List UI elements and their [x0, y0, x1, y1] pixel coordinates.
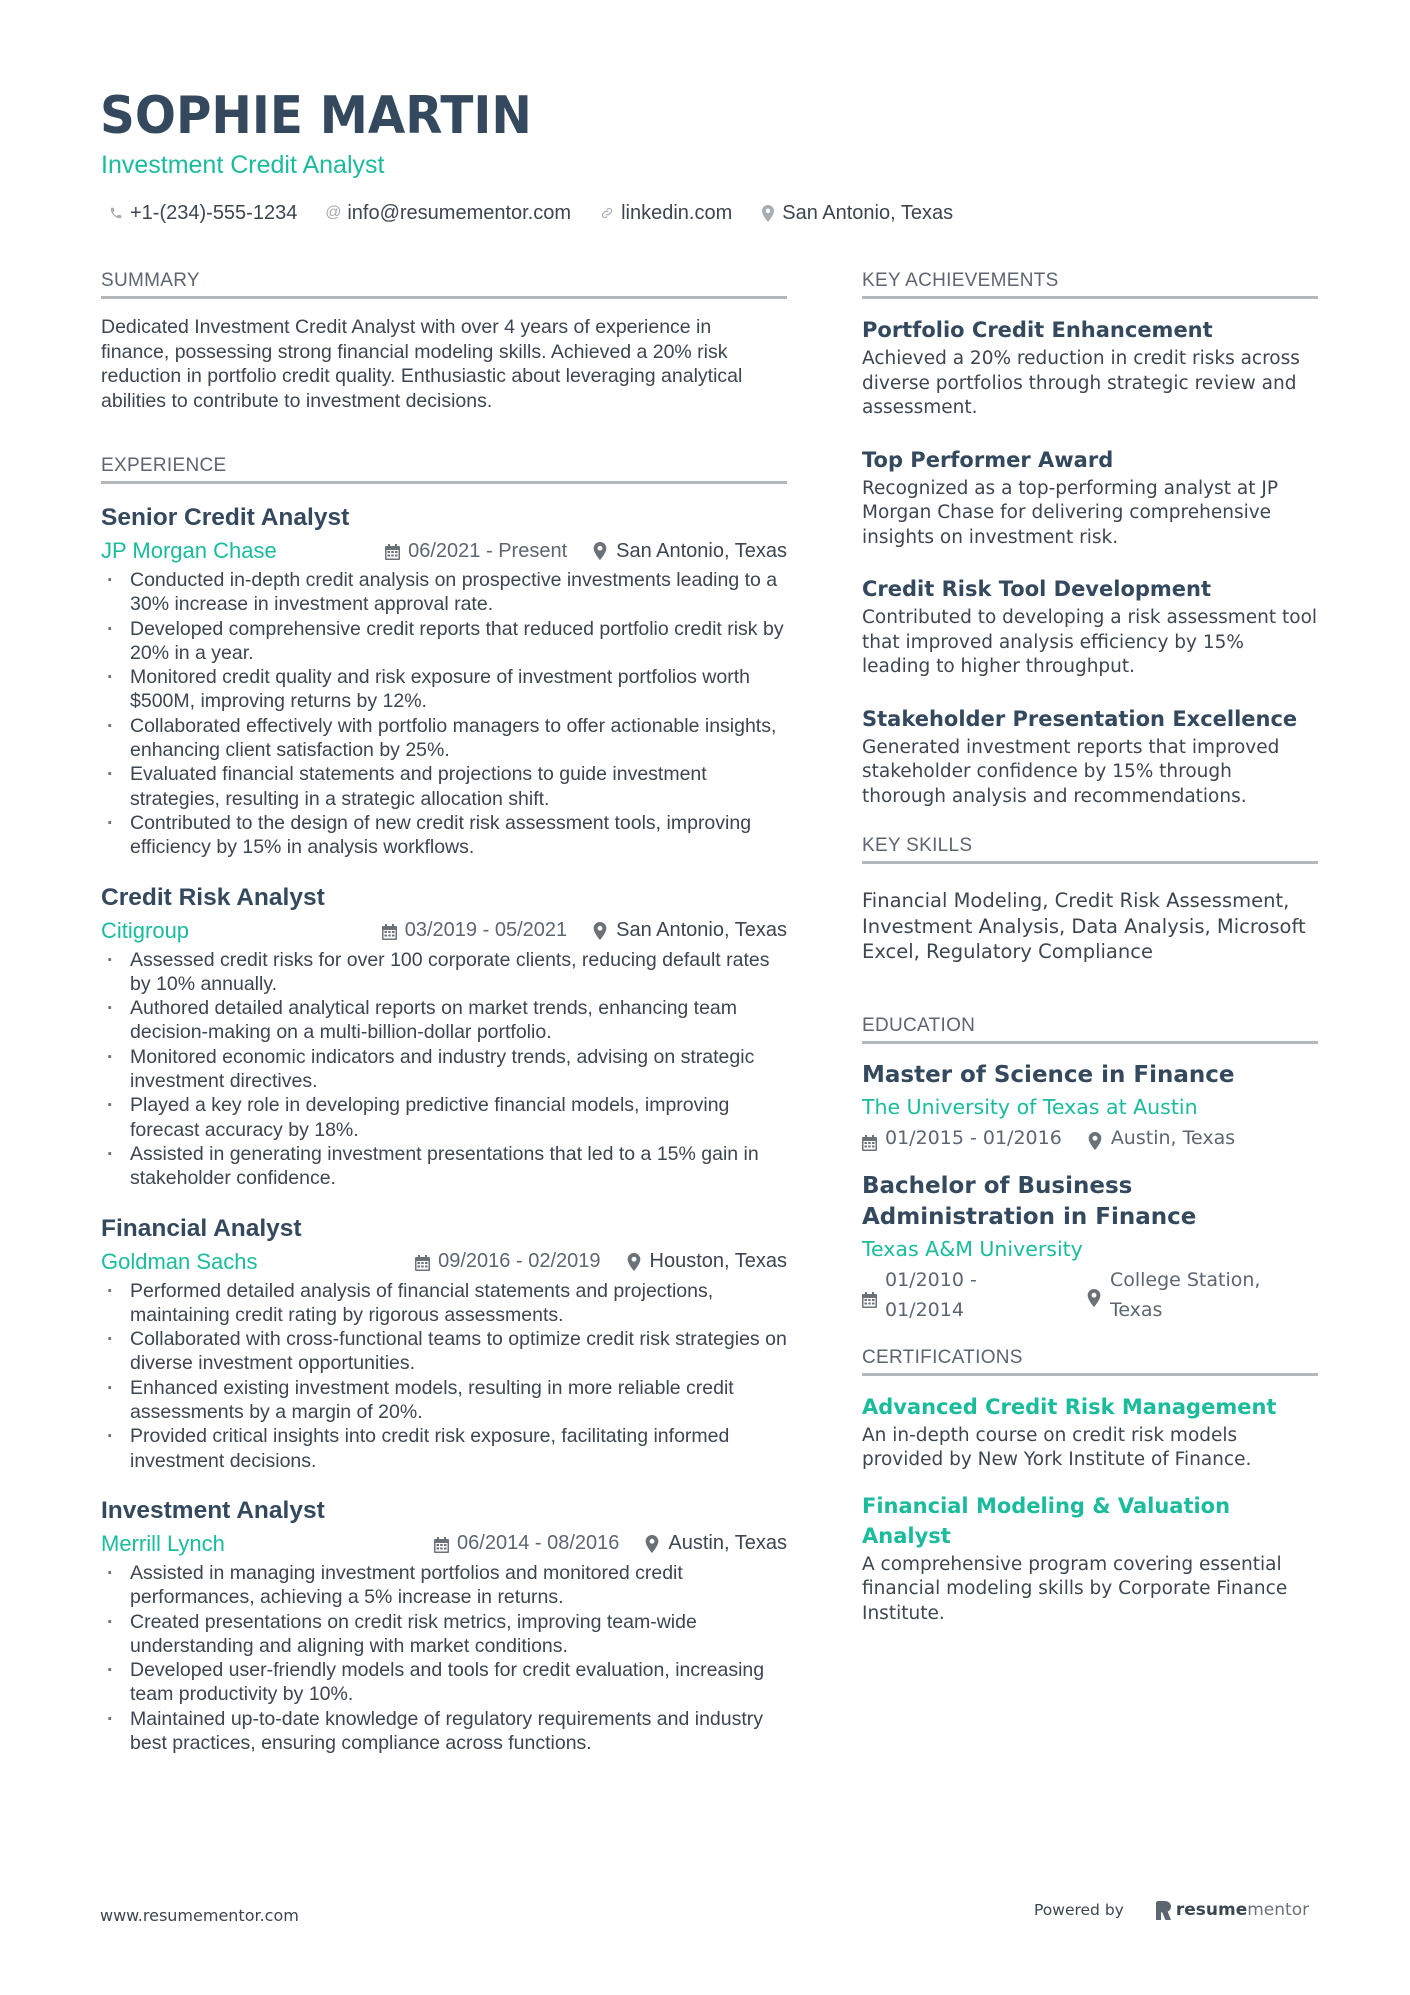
job-location-text: Houston, Texas — [649, 1250, 787, 1273]
candidate-name: SOPHIE MARTIN — [100, 86, 532, 146]
job-location — [593, 919, 787, 942]
achievement-title: Portfolio Credit Enhancement — [862, 318, 1213, 342]
skills-heading: KEY SKILLS — [862, 833, 1318, 864]
job-dates — [382, 919, 567, 942]
certification-title: Financial Modeling & Valuation Analyst — [862, 1493, 1231, 1548]
bullet-item: · Developed comprehensive credit reports that reduced portfolio credit risk by 20% in a year. — [101, 617, 787, 666]
job-bullets — [101, 568, 787, 860]
bullet-item: · Monitored credit quality and risk exposure of investment portfolios worth $500M, improving returns by 12%. — [101, 665, 787, 714]
location-pin-icon — [627, 1253, 641, 1271]
right-column — [862, 268, 1318, 1644]
education-item — [862, 1060, 1318, 1153]
job-dates-text: 03/2019 - 05/2021 — [404, 919, 568, 942]
calendar-icon — [862, 1130, 877, 1146]
bullet-item: · Collaborated effectively with portfolio managers to offer actionable insights, enhancing client satisfaction by 25%. — [101, 714, 787, 763]
skills-text: Financial Modeling, Credit Risk Assessment, Investment Analysis, Data Analysis, Microsoft Excel, Regulatory Compliance — [862, 889, 1306, 963]
brand-light-text: mentor — [1247, 1900, 1310, 1920]
job-dates — [415, 1250, 600, 1273]
link-icon — [599, 204, 615, 222]
education-dates — [862, 1123, 1062, 1153]
contact-location — [760, 202, 953, 225]
company-name: JP Morgan Chase — [101, 538, 277, 563]
job-meta — [101, 914, 787, 948]
contact-email[interactable] — [325, 202, 571, 225]
job-title: Investment Analyst — [101, 1496, 325, 1524]
job-title: Financial Analyst — [101, 1214, 302, 1242]
resumementor-logo-icon — [1156, 1901, 1171, 1920]
calendar-icon — [415, 1254, 430, 1270]
company-name: Merrill Lynch — [101, 1530, 225, 1556]
job-entry — [101, 1213, 787, 1473]
achievement-title: Stakeholder Presentation Excellence — [862, 706, 1298, 731]
job-meta — [101, 534, 787, 568]
degree-title: Master of Science in Finance — [862, 1061, 1235, 1088]
achievement-list — [862, 315, 1318, 809]
skills-section — [862, 833, 1318, 965]
location-pin-icon — [645, 1535, 659, 1553]
school-name: The University of Texas at Austin — [862, 1094, 1198, 1119]
job-bullets — [101, 1279, 787, 1473]
linkedin-text: linkedin.com — [621, 201, 733, 224]
certification-description: A comprehensive program covering essential financial modeling skills by Corporate Finance Institute. — [862, 1553, 1288, 1624]
calendar-icon — [382, 923, 397, 939]
job-location — [627, 1250, 788, 1273]
bullet-item: · Assessed credit risks for over 100 corporate clients, reducing default rates by 10% annually. — [101, 948, 787, 997]
powered-by-label: Powered by — [1034, 1901, 1124, 1919]
left-column — [101, 268, 787, 1777]
education-section — [862, 1013, 1318, 1325]
job-dates — [434, 1532, 619, 1555]
bullet-item: · Monitored economic indicators and industry trends, advising on strategic investment directives. — [101, 1045, 787, 1094]
job-bullets — [101, 1561, 787, 1755]
achievement-title: Credit Risk Tool Development — [862, 577, 1212, 601]
bullet-item: · Enhanced existing investment models, resulting in more reliable credit assessments by a margin of 20%. — [101, 1376, 787, 1425]
job-title: Senior Credit Analyst — [101, 504, 350, 531]
bullet-item: · Assisted in generating investment presentations that led to a 15% gain in stakeholder confidence. — [101, 1142, 787, 1191]
summary-heading: SUMMARY — [101, 268, 787, 299]
job-dates-text: 09/2016 - 02/2019 — [438, 1250, 601, 1273]
job-meta — [101, 1245, 787, 1279]
education-item — [862, 1171, 1318, 1325]
experience-heading: EXPERIENCE — [101, 453, 787, 484]
job-dates — [385, 540, 567, 563]
degree-title: Bachelor of Business Administration in Finance — [862, 1172, 1197, 1230]
job-list — [101, 502, 787, 1755]
achievement-description: Achieved a 20% reduction in credit risks across diverse portfolios through strategic review and assessment. — [862, 348, 1300, 418]
job-location-text: San Antonio, Texas — [616, 919, 787, 942]
certification-item — [862, 1392, 1318, 1473]
bullet-item: · Authored detailed analytical reports on market trends, enhancing team decision-making on a multi-billion-dollar portfolio. — [101, 996, 787, 1045]
achievements-section — [862, 268, 1318, 809]
bullet-item: · Assisted in managing investment portfolios and monitored credit performances, achieving a 5% increase in returns. — [101, 1561, 787, 1610]
achievement-item — [862, 445, 1318, 551]
bullet-item: · Created presentations on credit risk metrics, improving team-wide understanding and aligning with market conditions. — [101, 1610, 787, 1659]
job-entry — [101, 1495, 787, 1755]
job-dates-text: 06/2014 - 08/2016 — [457, 1532, 620, 1555]
resumementor-logo[interactable] — [1156, 1900, 1309, 1920]
job-location-text: Austin, Texas — [668, 1532, 787, 1555]
certifications-heading: CERTIFICATIONS — [862, 1345, 1318, 1376]
bullet-item: · Evaluated financial statements and projections to guide investment strategies, resulting in a strategic allocation shift. — [101, 762, 787, 811]
job-title: Credit Risk Analyst — [101, 883, 325, 911]
school-name: Texas A&M University — [862, 1236, 1083, 1261]
certification-list — [862, 1392, 1318, 1627]
job-location — [593, 540, 787, 563]
education-meta — [862, 1265, 1318, 1325]
education-location-text: Austin, Texas — [1110, 1126, 1236, 1149]
achievement-description: Generated investment reports that improved stakeholder confidence by 15% through thorough analysis and recommendations. — [862, 736, 1280, 807]
summary-section — [101, 268, 787, 413]
job-meta-right — [415, 1250, 787, 1273]
education-location — [1087, 1265, 1318, 1325]
job-bullets — [101, 948, 787, 1191]
calendar-icon — [862, 1287, 877, 1303]
education-meta — [862, 1123, 1318, 1153]
achievements-heading: KEY ACHIEVEMENTS — [862, 268, 1318, 299]
summary-text: Dedicated Investment Credit Analyst with over 4 years of experience in finance, possessing strong financial modeling skills. Achieved a 20% risk reduction in portfolio credit quality. Enthusiastic about leveraging analytical abilities to contribute to investment decisions. — [101, 316, 743, 412]
job-location — [645, 1532, 787, 1555]
certifications-section — [862, 1345, 1318, 1627]
education-dates-text: 01/2010 - 01/2014 — [885, 1268, 977, 1321]
job-meta-right — [434, 1532, 787, 1555]
education-heading: EDUCATION — [862, 1013, 1318, 1044]
job-meta-right — [382, 919, 787, 942]
location-pin-icon — [1088, 1129, 1102, 1147]
achievement-description: Recognized as a top-performing analyst at JP Morgan Chase for delivering comprehensive insights on investment risk. — [862, 477, 1278, 548]
experience-section — [101, 453, 787, 1755]
bullet-item: · Provided critical insights into credit risk exposure, facilitating informed investment decisions. — [101, 1424, 787, 1473]
certification-title: Advanced Credit Risk Management — [862, 1394, 1277, 1419]
brand-bold-text: resume — [1175, 1900, 1248, 1920]
education-dates — [862, 1265, 1061, 1325]
education-list — [862, 1060, 1318, 1325]
education-location — [1088, 1123, 1235, 1153]
contact-phone[interactable] — [108, 202, 297, 225]
bullet-item: · Maintained up-to-date knowledge of regulatory requirements and industry best practices, ensuring compliance across functions. — [101, 1707, 787, 1756]
bullet-item: · Contributed to the design of new credit risk assessment tools, improving efficiency by 15% in analysis workflows. — [101, 811, 787, 860]
location-text: San Antonio, Texas — [782, 201, 954, 224]
bullet-item: · Developed user-friendly models and tools for credit evaluation, increasing team productivity by 10%. — [101, 1658, 787, 1707]
calendar-icon — [385, 543, 400, 559]
bullet-item: · Collaborated with cross-functional teams to optimize credit risk strategies on diverse investment opportunities. — [101, 1327, 787, 1376]
certification-description: An in-depth course on credit risk models provided by New York Institute of Finance. — [862, 1424, 1252, 1470]
job-entry — [101, 882, 787, 1191]
phone-text: +1-(234)-555-1234 — [130, 201, 298, 224]
job-meta-right — [385, 540, 787, 563]
achievement-item — [862, 574, 1318, 680]
certification-item — [862, 1491, 1318, 1627]
education-dates-text: 01/2015 - 01/2016 — [885, 1126, 1062, 1149]
footer-branding — [1034, 1900, 1309, 1920]
job-meta — [101, 1527, 787, 1561]
achievement-title: Top Performer Award — [862, 447, 1114, 472]
email-text: info@resumementor.com — [347, 201, 572, 224]
job-location-text: San Antonio, Texas — [616, 539, 787, 562]
job-dates-text: 06/2021 - Present — [408, 539, 568, 562]
at-icon: @ — [325, 204, 342, 221]
job-entry — [101, 502, 787, 860]
bullet-item: · Conducted in-depth credit analysis on prospective investments leading to a 30% increase in investment approval rate. — [101, 568, 787, 617]
bullet-item: · Performed detailed analysis of financial statements and projections, maintaining credit rating by rigorous assessments. — [101, 1279, 787, 1328]
company-name: Citigroup — [101, 917, 190, 943]
achievement-item — [862, 704, 1318, 810]
company-name: Goldman Sachs — [101, 1248, 258, 1274]
achievement-description: Contributed to developing a risk assessment tool that improved analysis efficiency by 15% leading to higher throughput. — [862, 607, 1318, 677]
achievement-item — [862, 315, 1318, 421]
bullet-item: · Played a key role in developing predictive financial models, improving forecast accuracy by 18%. — [101, 1093, 787, 1142]
location-pin-icon — [593, 542, 607, 560]
location-pin-icon — [1087, 1286, 1101, 1304]
phone-icon — [108, 204, 124, 222]
calendar-icon — [434, 1536, 449, 1552]
candidate-title: Investment Credit Analyst — [101, 151, 385, 179]
footer-website[interactable]: www.resumementor.com — [100, 1906, 299, 1925]
education-location-text: College Station, Texas — [1109, 1268, 1261, 1321]
contact-linkedin[interactable] — [599, 202, 732, 225]
location-pin-icon — [593, 922, 607, 940]
contact-row — [108, 199, 981, 227]
location-pin-icon — [760, 204, 776, 222]
